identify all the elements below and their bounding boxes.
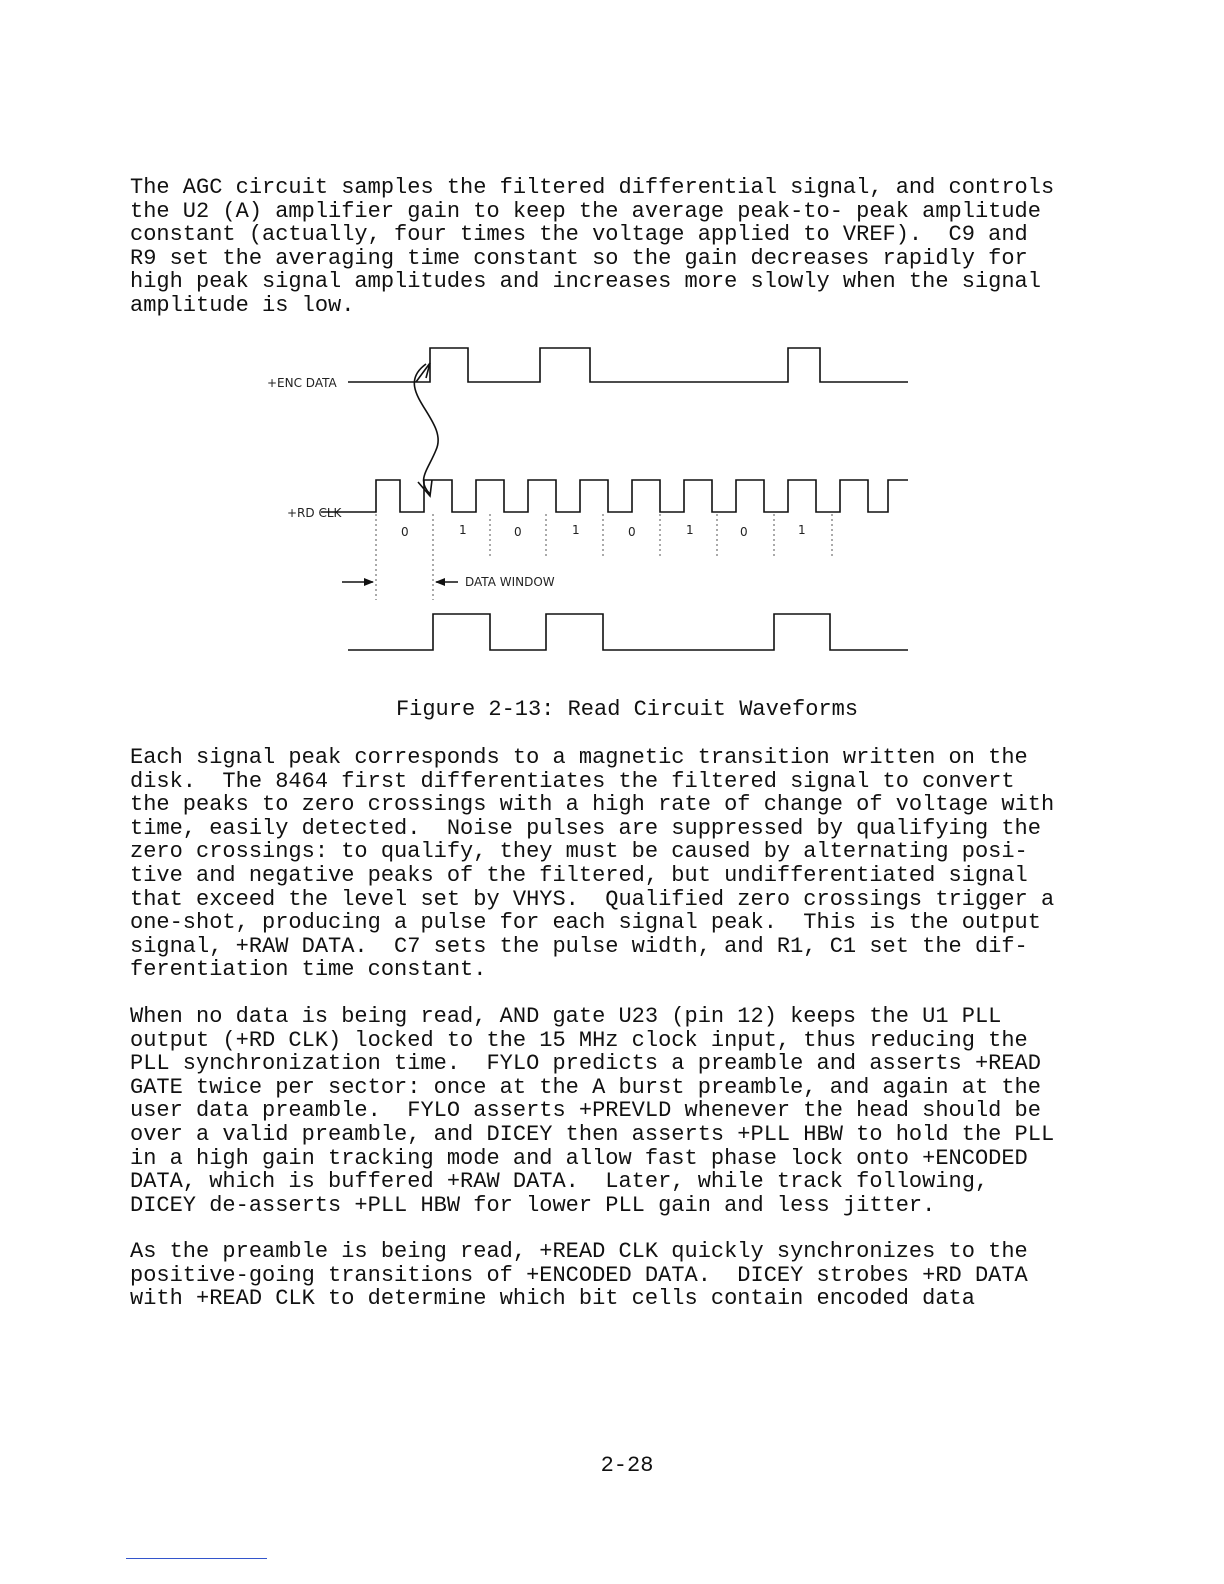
label-data-window: DATA WINDOW xyxy=(465,575,555,589)
bit-label: 1 xyxy=(686,523,694,537)
footer-rule xyxy=(126,1558,267,1559)
bit-label: 0 xyxy=(740,525,748,539)
paragraph-no-data: When no data is being read, AND gate U23 (pin 12) keeps the U1 PLL output (+RD CLK) locked to the 15 MHz clock input, thus reducing the PLL synchronization time. FYLO predicts a preamble and asserts +READ GATE twice per sector: once at the A burst preamble, and again at the user data preamble. FYLO asserts +PREVLD whenever the head should be over a valid preamble, and DICEY then asserts +PLL HBW to hold the PLL in a high gain tracking mode and allow fast phase lock onto +ENCODED DATA, which is buffered +RAW DATA. Later, while track following, DICEY de-asserts +PLL HBW for lower PLL gain and less jitter. xyxy=(130,1004,1055,1218)
paragraph-preamble: As the preamble is being read, +READ CLK quickly synchronizes to the positive-going transitions of +ENCODED DATA. DICEY strobes +RD DATA with +READ CLK to determine which bit cells contain encoded data xyxy=(130,1239,1028,1312)
label-enc-data: +ENC DATA xyxy=(267,376,337,390)
bit-label: 0 xyxy=(401,525,409,539)
bit-label: 0 xyxy=(514,525,522,539)
bit-label: 0 xyxy=(628,525,636,539)
figure-caption: Figure 2-13: Read Circuit Waveforms xyxy=(395,697,859,722)
waveform-rd-clk xyxy=(321,480,908,512)
data-window-arrowhead-right xyxy=(435,578,445,586)
waveform-output xyxy=(348,614,908,650)
paragraph-signal-peak: Each signal peak corresponds to a magnetic transition written on the disk. The 8464 first differentiates the filtered signal to convert the peaks to zero crossings with a high rate of change of voltage with time, easily detected. Noise pulses are suppressed by qualifying the zero crossings: to qualify, they must be caused by alternating posi- tive and negative peaks of the filtered, but undifferentiated signal that exceed the level set by VHYS. Qualified zero crossings trigger a one-shot, producing a pulse for each signal peak. This is the output signal, +RAW DATA. C7 sets the pulse width, and R1, C1 set the dif- ferentiation time constant. xyxy=(130,745,1055,983)
bit-label: 1 xyxy=(459,523,467,537)
paragraph-agc: The AGC circuit samples the filtered differential signal, and controls the U2 (A) amplifier gain to keep the average peak-to- peak amplitude constant (actually, four times the voltage applied to VREF). C9 and R9 set the averaging time constant so the gain decreases rapidly for high peak signal amplitudes and increases more slowly when the signal amplitude is low. xyxy=(130,175,1055,318)
waveform-enc-data xyxy=(348,348,908,382)
bit-label: 1 xyxy=(572,523,580,537)
data-window-arrowhead-left xyxy=(364,578,374,586)
label-rd-clk: +RD CLK xyxy=(287,506,342,520)
bit-label: 1 xyxy=(798,523,806,537)
page-number: 2-28 xyxy=(600,1453,654,1478)
read-circuit-waveforms-figure xyxy=(240,330,940,670)
causal-arrow xyxy=(414,364,438,494)
